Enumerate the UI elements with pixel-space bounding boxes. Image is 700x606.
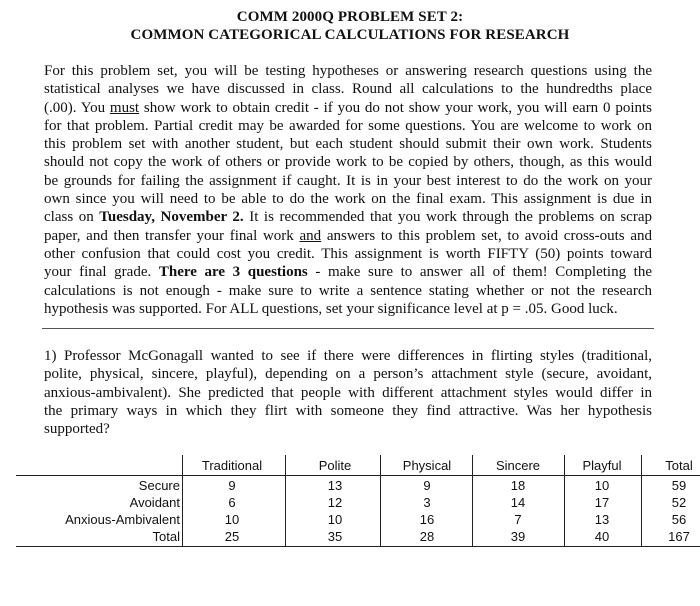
table-row-label: Anxious-Ambivalent: [65, 512, 180, 527]
document-title-line-1: COMM 2000Q PROBLEM SET 2:: [236, 9, 464, 25]
table-cell: 3: [423, 495, 431, 510]
table-column-header: Physical: [402, 458, 452, 473]
table-cell: 16: [419, 512, 435, 527]
instructions-line: be grounds for failing the assignment if caught. It is in your best interest to do the work on your: [44, 172, 652, 189]
instructions-line: hypothesis was supported. For ALL questions, set your significance level at p = .05. Good luck.: [44, 300, 618, 317]
instructions-line: For this problem set, you will be testing hypotheses or answering research questions using the: [44, 63, 652, 79]
table-row-label: Total: [152, 529, 180, 544]
table-bottom-rule: [16, 546, 700, 547]
table-row-label: Secure: [138, 478, 180, 493]
question-line: polite, physical, sincere, playful), depending on a person’s attachment style (secure, avoidant,: [44, 366, 652, 383]
instructions-line: paper, and then transfer your final work and answers to this problem set, to avoid cross-outs and: [44, 227, 652, 244]
table-cell: 25: [224, 529, 240, 544]
table-cell: 13: [594, 512, 610, 527]
table-column-divider: [641, 455, 642, 547]
instructions-line: other confusion that could cost you credit. This assignment is worth FIFTY (50) points toward: [44, 245, 652, 262]
table-cell: 6: [228, 495, 236, 510]
table-cell: 18: [510, 478, 526, 493]
table-column-divider: [564, 455, 565, 547]
table-column-divider: [472, 455, 473, 547]
table-cell: 12: [327, 495, 343, 510]
table-cell: 52: [671, 495, 687, 510]
table-column-divider: [182, 455, 183, 547]
instructions-line: this problem set with another student, but each student should submit their own work. Students: [44, 136, 652, 153]
instructions-line: should not copy the work of others or provide work to be copied by others, though, as this would: [44, 154, 652, 171]
table-cell: 9: [228, 478, 236, 493]
document-title-line-2: COMMON CATEGORICAL CALCULATIONS FOR RESEARCH: [130, 27, 570, 43]
table-cell: 59: [671, 478, 687, 493]
due-date: Tuesday, November 2.: [99, 209, 244, 226]
table-column-divider: [285, 455, 286, 547]
instructions-line: your final grade. There are 3 questions - make sure to answer all of them! Completing the: [44, 264, 653, 281]
table-cell: 56: [671, 512, 687, 527]
table-cell: 13: [327, 478, 343, 493]
contingency-table: [0, 455, 700, 555]
table-cell: 167: [668, 529, 690, 544]
table-cell: 10: [594, 478, 610, 493]
instructions-line: calculations is not enough - make sure to write a sentence stating whether or not the research: [44, 282, 652, 299]
table-column-header: Polite: [318, 458, 352, 473]
table-column-header: Traditional: [201, 458, 263, 473]
question-line: 1) Professor McGonagall wanted to see if there were differences in flirting styles (traditional,: [44, 348, 652, 364]
table-cell: 14: [510, 495, 526, 510]
table-header-rule: [16, 475, 700, 476]
table-cell: 10: [327, 512, 343, 527]
table-cell: 39: [510, 529, 526, 544]
table-cell: 35: [327, 529, 343, 544]
table-cell: 9: [423, 478, 431, 493]
instructions-line: own since you will need to be able to do the work on the final exam. This assignment is due in: [44, 191, 652, 208]
question-1: [44, 347, 652, 438]
question-line: anxious-ambivalent). She predicted that people with different attachment styles would differ in: [44, 384, 652, 401]
emphasis-and: and: [299, 227, 322, 244]
instructions-paragraph: [44, 62, 652, 318]
table-cell: 28: [419, 529, 435, 544]
table-column-divider: [380, 455, 381, 547]
instructions-line: class on Tuesday, November 2. It is recommended that you work through the problems on scrap: [44, 209, 652, 226]
instructions-line: statistical analyses we have discussed in class. Round all calculations to the hundredths place: [44, 81, 652, 98]
instructions-line: for that problem. Partial credit may be awarded for some questions. You are welcome to work on: [44, 117, 652, 134]
table-cell: 17: [594, 495, 610, 510]
emphasis-must: must: [109, 99, 140, 116]
table-column-header: Playful: [582, 458, 622, 473]
table-row-label: Avoidant: [129, 495, 180, 510]
table-column-header: Total: [665, 458, 693, 473]
question-line: the primary ways in which they flirt with someone they find attractive. Was her hypothesis: [44, 402, 652, 419]
table-cell: 7: [514, 512, 522, 527]
question-count-note: There are 3 questions: [158, 264, 308, 281]
table-cell: 10: [224, 512, 240, 527]
question-line: supported?: [44, 421, 110, 438]
table-column-header: Sincere: [495, 458, 541, 473]
table-cell: 40: [594, 529, 610, 544]
instructions-line: (.00). You must show work to obtain credit - if you do not show your work, you will earn 0 points: [44, 99, 652, 116]
section-divider: [42, 328, 654, 329]
